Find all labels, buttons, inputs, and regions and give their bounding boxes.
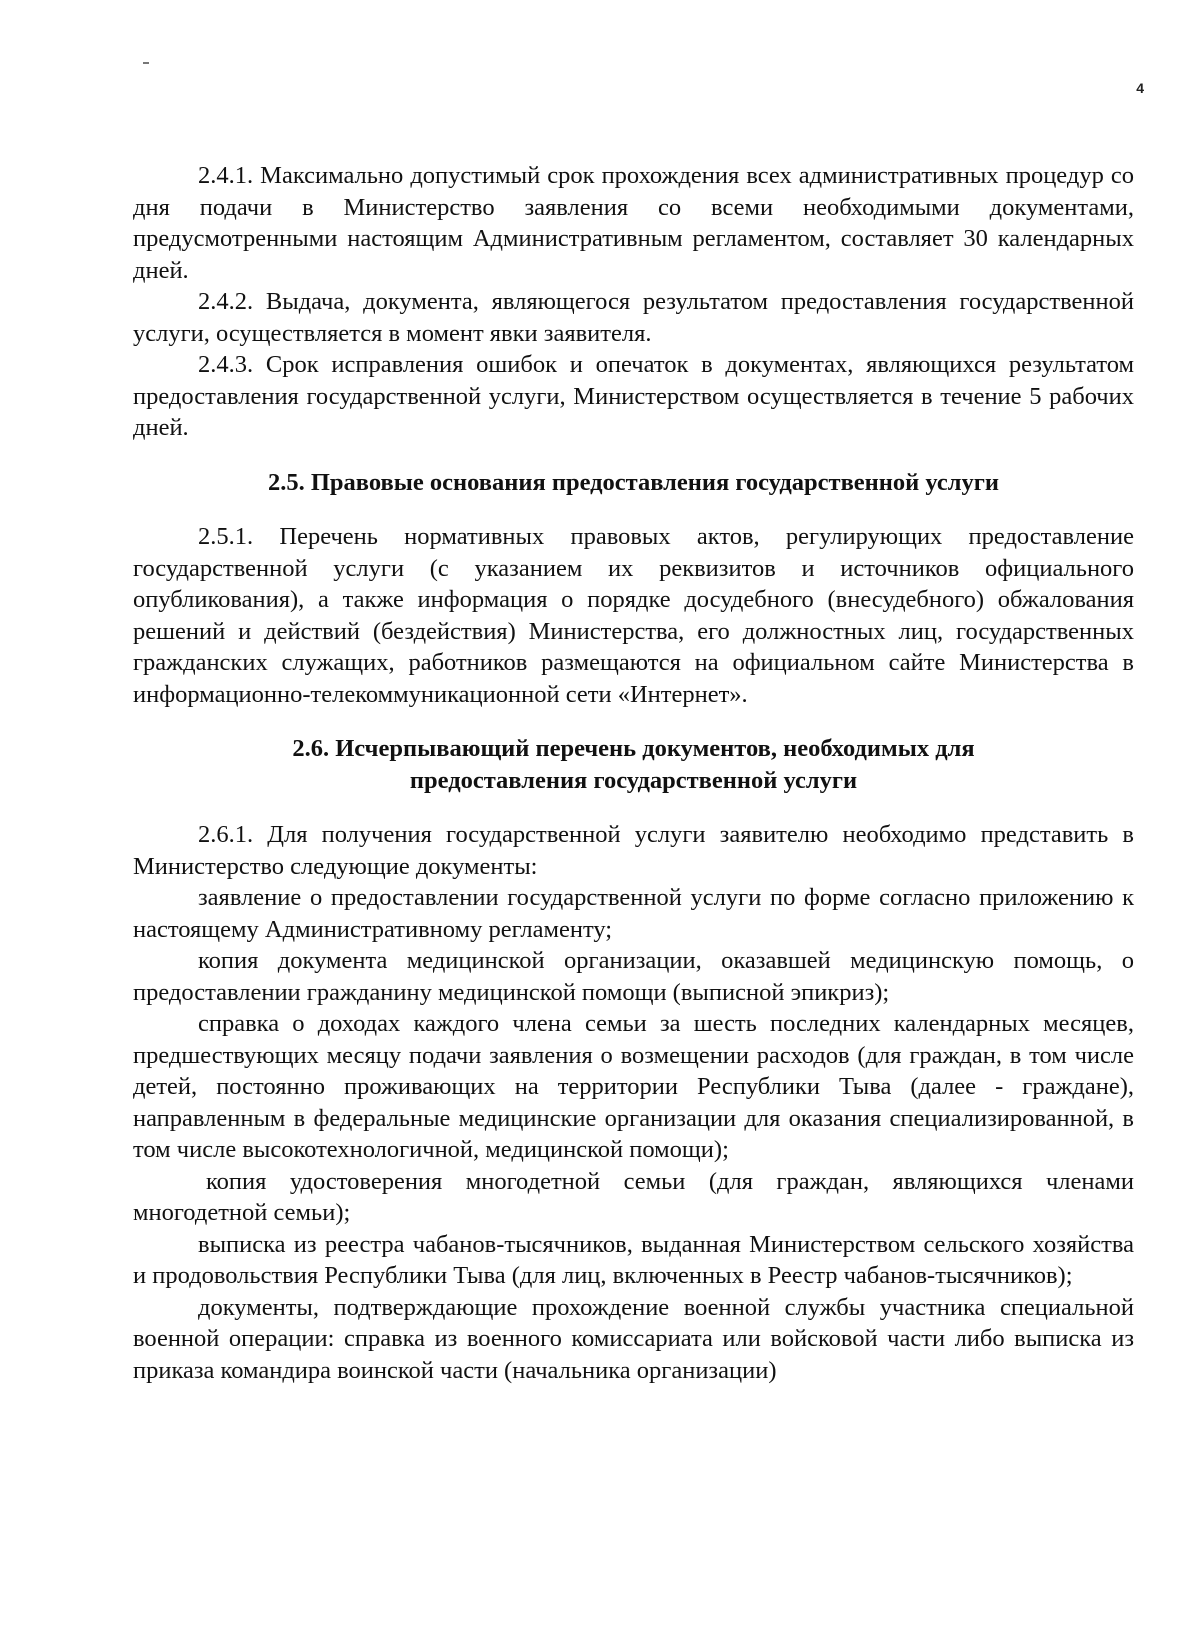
- list-item-large-family-certificate: копия удостоверения многодетной семьи (для граждан, являющихся членами многодетной семьи);: [133, 1167, 1134, 1226]
- paragraph-2-4-3: 2.4.3. Срок исправления ошибок и опечаток в документах, являющихся результатом предоставления государственной услуги, Министерством осуществляется в течение 5 рабочих дней.: [133, 351, 1134, 441]
- list-item-shepherd-registry-extract: выписка из реестра чабанов-тысячников, выданная Министерством сельского хозяйства и продовольствия Республики Тыва (для лиц, включенных в Реестр чабанов-тысячников);: [133, 1230, 1134, 1289]
- heading-2-6-line2: предоставления государственной услуги: [409, 766, 858, 794]
- list-item-application: заявление о предоставлении государственной услуги по форме согласно приложению к настоящему Административному регламенту;: [133, 884, 1134, 943]
- heading-2-6-line1: 2.6. Исчерпывающий перечень документов, необходимых для: [292, 735, 975, 762]
- paragraph-2-4-1: 2.4.1. Максимально допустимый срок прохождения всех административных процедур со дня подачи в Министерство заявления со всеми необходимыми документами, предусмотренными настоящим Административным регламентом, составляет 30 календарных дней.: [133, 162, 1134, 284]
- list-item-income-certificate: справка о доходах каждого члена семьи за шесть последних календарных месяцев, предшествующих месяцу подачи заявления о возмещении расходов (для граждан, в том числе детей, постоянно проживающих на территории Республики Тыва (далее - граждане), направленным в федеральные медицинские организации для оказания специализированной, в том числе высокотехнологичной, медицинской помощи);: [133, 1010, 1134, 1163]
- heading-2-5: 2.5. Правовые основания предоставления государственной услуги: [267, 468, 1000, 496]
- document-body: [133, 160, 1134, 1386]
- paragraph-2-4-2: 2.4.2. Выдача, документа, являющегося результатом предоставления государственной услуги, осуществляется в момент явки заявителя.: [133, 288, 1134, 347]
- spacer: [133, 796, 1134, 819]
- paragraph-2-6-1: 2.6.1. Для получения государственной услуги заявителю необходимо представить в Министерство следующие документы:: [133, 821, 1134, 880]
- list-item-military-service-documents: документы, подтверждающие прохождение военной службы участника специальной военной операции: справка из военного комиссариата или войсковой части либо выписка из приказа командира воинской части (начальника организации): [133, 1293, 1134, 1384]
- paragraph-2-5-1: 2.5.1. Перечень нормативных правовых актов, регулирующих предоставление государственной услуги (с указанием их реквизитов и источников официального опубликования), а также информация о порядке досудебного (внесудебного) обжалования решений и действий (бездействия) Министерства, его должностных лиц, государственных гражданских служащих, работников размещаются на официальном сайте Министерства в информационно-телекоммуникационной сети «Интернет».: [133, 523, 1134, 708]
- scan-artifact-mark: [143, 62, 149, 64]
- spacer: [133, 498, 1134, 521]
- heading-2-6: [133, 733, 1134, 796]
- list-item-medical-document: копия документа медицинской организации, оказавшей медицинскую помощь, о предоставлении гражданину медицинской помощи (выписной эпикриз);: [133, 947, 1134, 1006]
- spacer: [133, 444, 1134, 467]
- page-number: 4: [1136, 80, 1144, 96]
- spacer: [133, 710, 1134, 733]
